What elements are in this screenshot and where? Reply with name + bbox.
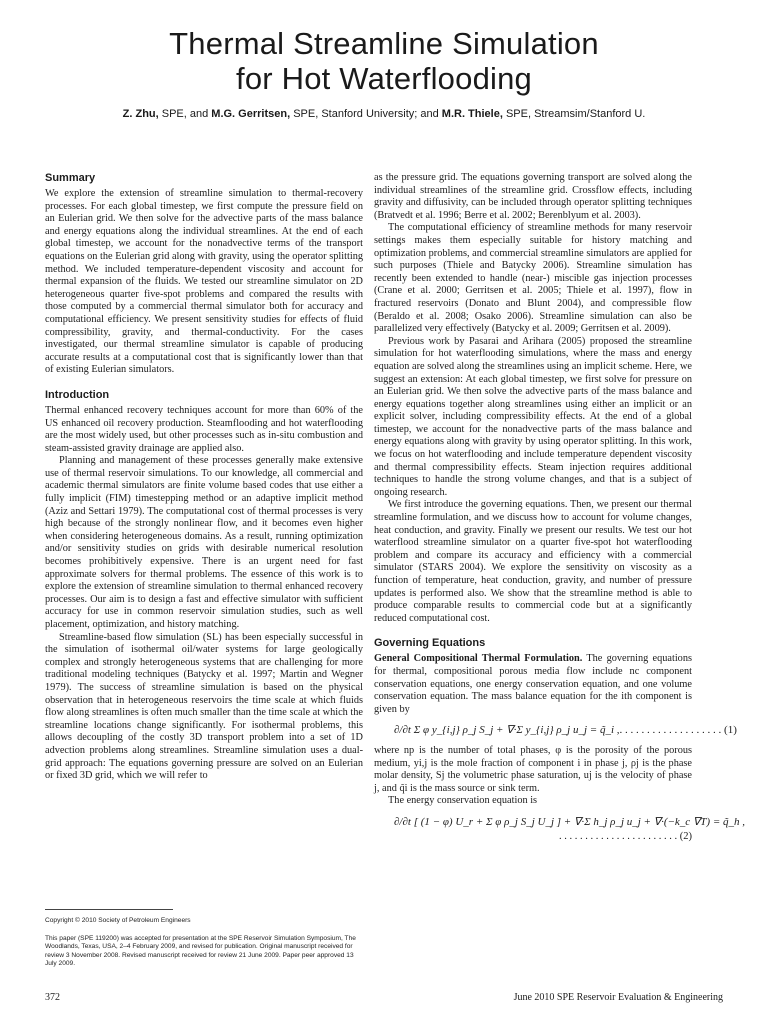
- body-paragraph-4: We first introduce the governing equations. Then, we present our thermal streamline formulation, and we discuss how to account for volume changes, heat conduction, and gravity. Finally we present our results. We test our hot waterflood streamline simulator on a quarter five-spot hot waterflooding problem and compare its accuracy and efficiency with a commercial simulator (STARS 2004). We explore the sensitivity on viscosity as a function of temperature, heat conduction, gravity, and number of pressure updates is performed also. We show that the streamline method is able to produce comparable results to commercial code but at a significantly reduced computational cost.: [374, 499, 692, 624]
- governing-paragraph-2: where np is the number of total phases, φ is the porosity of the porous medium, yi,j is the mole fraction of component i in phase j, ρj is the phase molar density, Sj the volumetric phase saturation, uj is the velocity of phase j, and q̃i is the mass source or sink term.: [374, 744, 692, 794]
- intro-paragraph-1: Thermal enhanced recovery techniques account for more than 60% of the US enhanced oil recovery production. Steamflooding and hot waterflooding are the most widely used, but other processes such as in-situ combustion and steam-assisted gravity drainage are applied also.: [45, 404, 363, 454]
- equation-1-expression: ∂/∂t Σ φ y_{i,j} ρ_j S_j + ∇·Σ y_{i,j} ρ_j u_j = q̃_i ,: [394, 724, 620, 737]
- governing-paragraph-1: [374, 653, 692, 716]
- copyright-note: Copyright © 2010 Society of Petroleum Engineers: [45, 917, 191, 924]
- affiliation-3: SPE, Streamsim/Stanford U.: [502, 108, 646, 120]
- footnote-rule: [45, 909, 173, 910]
- page-number: 372: [45, 992, 60, 1003]
- governing-text-1: The governing equations for thermal, compositional porous media flow include nc component conservation equations, one energy conservation equation, and one volume conservation equation. The mass balance equation for the ith component is given by: [374, 653, 692, 715]
- equation-2-number: . . . . . . . . . . . . . . . . . . . . . . . (2): [559, 830, 692, 842]
- paper-history-note: This paper (SPE 119200) was accepted for presentation at the SPE Reservoir Simulation Symposium, The Woodlands, Texas, USA, 2–4 February 2009, and revised for publication. Original manuscript received for review 3 November 2008. Revised manuscript received for review 21 June 2009. Paper peer approved 13 July 2009.: [45, 935, 356, 968]
- affiliation-1: SPE, and: [158, 108, 212, 120]
- author-thiele: M.R. Thiele,: [441, 108, 503, 120]
- summary-paragraph: We explore the extension of streamline simulation to thermal-recovery processes. For each global timestep, we first compute the pressure field on an Eulerian grid. We then solve for the advective parts of the mass balance and energy equations along the individual streamlines. At the end of each global timestep, we account for the nonadvective terms of the transport equations on the Eulerian grid along with gravity, using the operator splitting method. We included temperature-dependent viscosity and account for thermal expansion of the fluids. We tested our streamline simulator on 2D heterogeneous quarter five-spot problems and compared the results with those computed by a commercial thermal simulator both for accuracy and computational efficiency. We present sensitivity studies for effects of fluid compressibility, gravity, and thermal-conductivity. For the cases investigated, our thermal streamline simulator is capable of producing accurate results at a computational cost that is significantly lower than that of existing Eulerian simulators.: [45, 188, 363, 376]
- title-line-1: Thermal Streamline Simulation: [169, 26, 599, 61]
- paper-title: [0, 26, 768, 96]
- intro-paragraph-3: Streamline-based flow simulation (SL) has been especially successful in the simulation of isothermal oil/water systems for large geologically complex and strongly heterogeneous systems that are challenging for more traditional modeling techniques (Batycky et al. 1997; Martin and Wegner 1979). The success of streamline simulation is based on the physical observation that in heterogeneous reservoirs the time scale at which fluids flow along streamlines is often much smaller than the time scale at which the streamline locations change significantly. For isothermal problems, this allows decoupling of the costly 3D transport problem into a set of 1D advection problems along streamlines. Streamline simulation uses a dual-grid approach: The equations governing pressure are solved on an Eulerian or fixed 3D grid, which we will refer to: [45, 631, 363, 782]
- left-column: [45, 172, 363, 783]
- equation-1: [374, 724, 737, 737]
- summary-heading: Summary: [45, 172, 96, 184]
- author-gerritsen: M.G. Gerritsen,: [211, 108, 291, 120]
- right-column: [374, 172, 746, 851]
- intro-paragraph-2: Planning and management of these processes generally make extensive use of thermal reservoir simulations. To our knowledge, all commercial and academic thermal simulators are finite volume based codes that use either a fully implicit (FIM) timestepping method or an adaptive implicit method (Aziz and Settari 1979). The computational cost of thermal processes is very high because of the strongly nonlinear flow, and it becomes even higher when considering heterogeneous domains. As a result, running optimization and/or sensitivity studies on grids with desirable numerical resolution becomes prohibitively expensive. There is an urgent need for fast approximate solvers for thermal problems. The essence of this work is to explore the extension of streamline simulation to thermal enhanced recovery processes. Our aim is to design a fast and effective simulator with sufficient accuracy for use in common reservoir simulation studies, such as well placement, optimization, and history matching.: [45, 455, 363, 630]
- body-paragraph-3: Previous work by Pasarai and Arihara (2005) proposed the streamline simulation for hot waterflooding simulations, where the mass and energy equation are solved along the streamlines using an implicit scheme. Here, we suggest an extension: At each global timestep, we first solve for pressure on an Eulerian grid. We then solve the advective parts of the mass balance and energy equations together along streamlines using either an implicit or an explicit solver, including compressibility effects. At the end of a global timestep, we account for the nonadvective parts of the mass balance and energy equations along with gravity by using operator splitting. In this work, we focus on hot waterflooding and include temperature dependent viscosity and thermal compressibility effects. Steam injection requires additional techniques to handle the strong volume changes, and that is a subject of ongoing research.: [374, 335, 692, 498]
- affiliation-2: SPE, Stanford University; and: [290, 108, 442, 120]
- journal-footer: June 2010 SPE Reservoir Evaluation & Engineering: [513, 992, 723, 1003]
- subsection-heading: General Compositional Thermal Formulation.: [374, 653, 583, 665]
- title-line-2: for Hot Waterflooding: [236, 61, 532, 96]
- author-line: [0, 108, 768, 120]
- governing-paragraph-3: The energy conservation equation is: [388, 795, 538, 807]
- equation-1-number: . . . . . . . . . . . . . . . . . . . (1): [619, 724, 737, 737]
- body-paragraph-1: as the pressure grid. The equations governing transport are solved along the individual streamlines of the streamline grid. Crossflow effects, including gravity and diffusivity, can be included through operator splitting techniques (Bratvedt et al. 1996; Berre et al. 2002; Berenblyum et al. 2003).: [374, 172, 692, 221]
- body-paragraph-2: The computational efficiency of streamline methods for many reservoir settings makes them especially suitable for history matching and optimization problems, and commercial streamline simulators are applied for such purposes (Thiele and Batycky 2006). Streamline simulation has recently been extended to handle (near-) miscible gas injection processes (Crane et al. 2000; Gerritsen et al. 2005; Thiele et al. 1997), flow in fractured reservoirs (Donato and Blunt 2004), and compressible flow (Beraldo et al. 2008; Osako 2006). Streamline simulation can also be parallelized very effectively (Batycky et al. 2009; Gerritsen et al. 2009).: [374, 222, 692, 335]
- governing-equations-heading: Governing Equations: [374, 637, 486, 650]
- introduction-heading: Introduction: [45, 388, 110, 401]
- equation-2-expression: ∂/∂t [ (1 − φ) U_r + Σ φ ρ_j S_j U_j ] + ∇·Σ h_j ρ_j u_j + ∇·(−k_c ∇T) = q̃_h ,: [394, 815, 746, 828]
- author-zhu: Z. Zhu,: [122, 108, 159, 120]
